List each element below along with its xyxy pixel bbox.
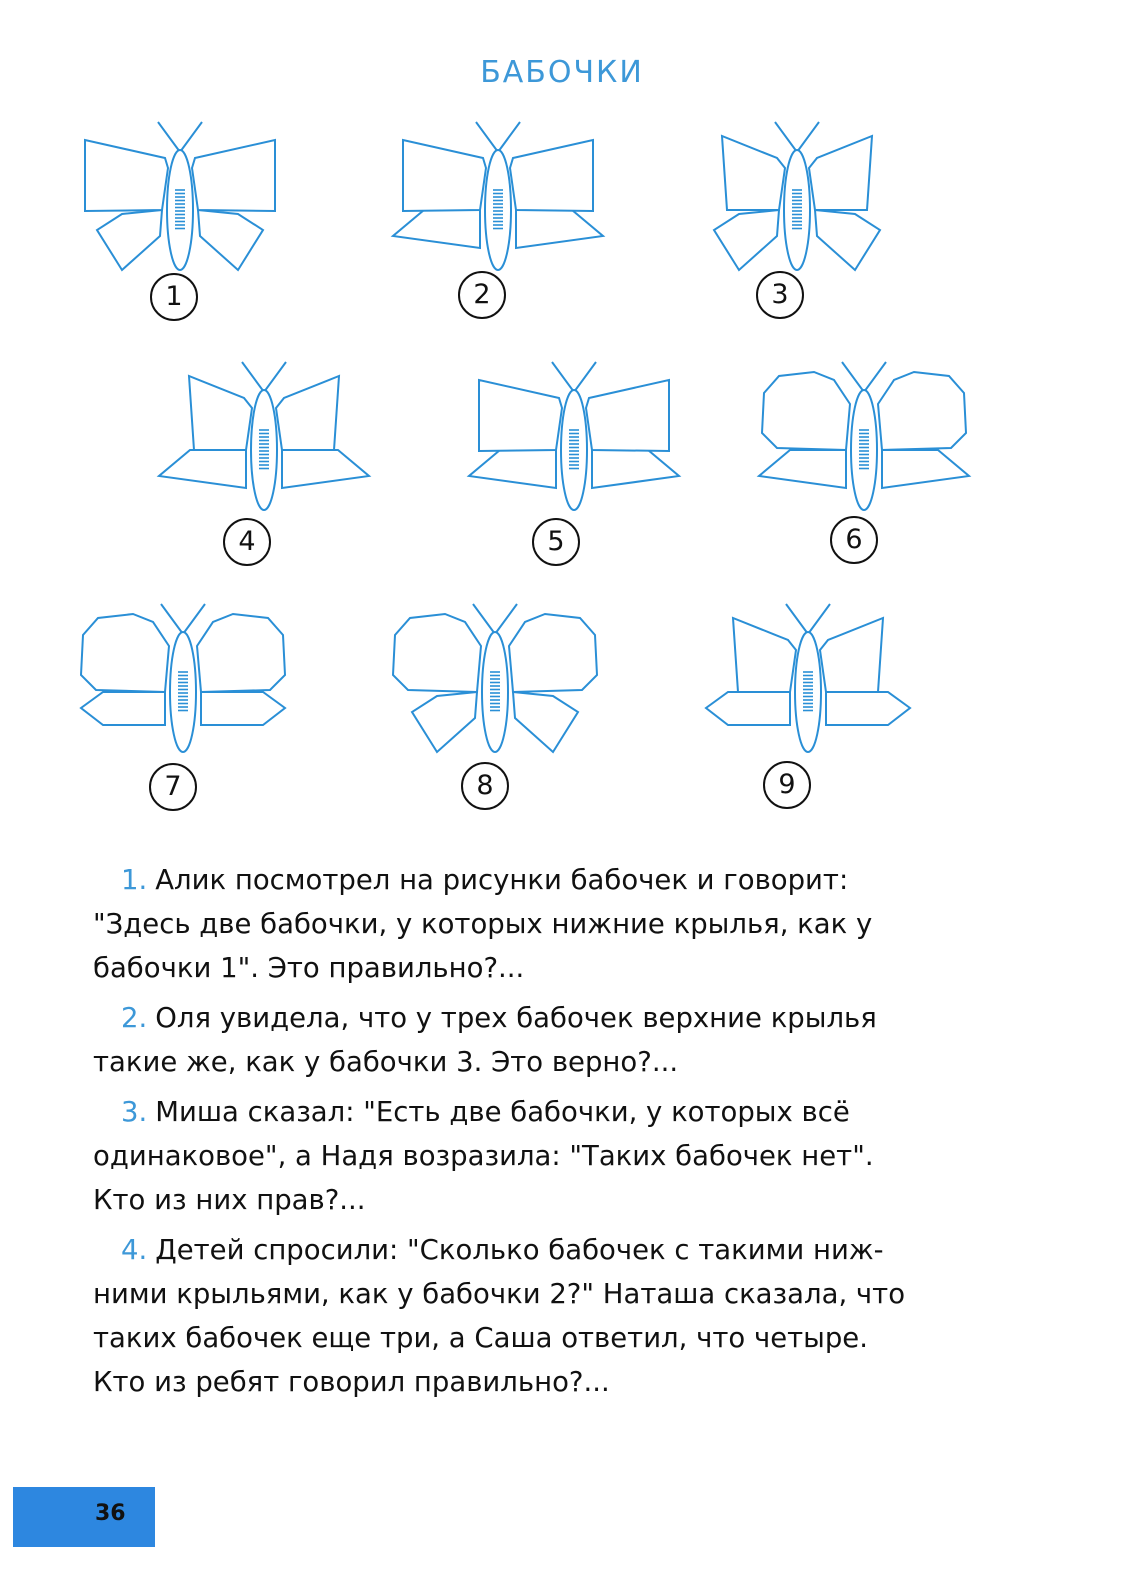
left-lower-wing: [759, 450, 846, 488]
task-number: 4.: [121, 1234, 148, 1266]
butterfly-number-4: 4: [223, 518, 271, 566]
antennae: [842, 362, 886, 392]
right-upper-wing: [820, 618, 883, 692]
antennae: [473, 604, 517, 634]
task-number: 1.: [121, 864, 148, 896]
task-number: 2.: [121, 1002, 148, 1034]
right-upper-wing: [197, 614, 285, 692]
right-lower-wing: [201, 692, 285, 725]
task-line: такие же, как у бабочки 3. Это верно?...: [93, 1046, 679, 1078]
right-upper-wing: [509, 614, 597, 692]
task-list: [93, 858, 988, 1410]
left-upper-wing: [393, 614, 481, 692]
butterfly-number-7: 7: [149, 763, 197, 811]
left-upper-wing: [403, 140, 486, 211]
right-lower-wing: [826, 692, 910, 725]
antennae: [476, 122, 520, 152]
antennae: [552, 362, 596, 392]
right-upper-wing: [809, 136, 872, 210]
butterfly-body: [485, 150, 511, 270]
left-lower-wing: [81, 692, 165, 725]
task-line: Кто из них прав?...: [93, 1184, 366, 1216]
butterfly-body: [561, 390, 587, 510]
butterfly-drawing: [454, 358, 694, 518]
butterfly-body: [795, 632, 821, 752]
task-4: [93, 1228, 988, 1404]
left-upper-wing: [762, 372, 850, 450]
butterfly-9: [688, 600, 928, 800]
right-lower-wing: [882, 450, 969, 488]
antennae: [775, 122, 819, 152]
butterfly-number-3: 3: [756, 271, 804, 319]
page-number: 36: [95, 1501, 126, 1526]
left-lower-wing: [159, 450, 246, 488]
task-line: одинаковое", а Надя возразила: "Таких бабочек нет".: [93, 1140, 874, 1172]
antennae: [786, 604, 830, 634]
butterfly-drawing: [378, 118, 618, 278]
right-upper-wing: [586, 380, 669, 451]
butterfly-drawing: [744, 358, 984, 518]
butterfly-number-6: 6: [830, 516, 878, 564]
task-1: [93, 858, 988, 990]
task-line: ними крыльями, как у бабочки 2?" Наташа сказала, что: [93, 1278, 906, 1310]
page-number-tab: [13, 1487, 155, 1547]
right-lower-wing: [282, 450, 369, 488]
right-lower-wing: [513, 692, 578, 752]
page-title: БАБОЧКИ: [480, 55, 644, 90]
butterfly-number-9: 9: [763, 761, 811, 809]
right-upper-wing: [192, 140, 275, 211]
left-upper-wing: [479, 380, 562, 451]
task-line: Оля увидела, что у трех бабочек верхние крылья: [155, 1002, 877, 1034]
left-upper-wing: [189, 376, 252, 450]
butterfly-drawing: [63, 600, 303, 760]
right-lower-wing: [592, 450, 679, 488]
antennae: [158, 122, 202, 152]
left-lower-wing: [97, 210, 162, 270]
right-lower-wing: [815, 210, 880, 270]
butterfly-body: [482, 632, 508, 752]
left-lower-wing: [412, 692, 477, 752]
left-lower-wing: [714, 210, 779, 270]
butterfly-body: [251, 390, 277, 510]
task-line: Алик посмотрел на рисунки бабочек и говорит:: [155, 864, 849, 896]
left-upper-wing: [81, 614, 169, 692]
butterfly-number-2: 2: [458, 271, 506, 319]
butterfly-drawing: [144, 358, 384, 518]
butterfly-drawing: [688, 600, 928, 760]
task-3: [93, 1090, 988, 1222]
butterfly-drawing: [375, 600, 615, 760]
butterfly-body: [851, 390, 877, 510]
task-line: Кто из ребят говорил правильно?...: [93, 1366, 610, 1398]
right-upper-wing: [878, 372, 966, 450]
butterfly-body: [167, 150, 193, 270]
butterfly-number-8: 8: [461, 762, 509, 810]
butterfly-body: [784, 150, 810, 270]
right-upper-wing: [276, 376, 339, 450]
task-line: таких бабочек еще три, а Саша ответил, что четыре.: [93, 1322, 868, 1354]
left-lower-wing: [393, 210, 480, 248]
task-line: Миша сказал: "Есть две бабочки, у которых всё: [155, 1096, 850, 1128]
butterfly-drawing: [677, 118, 917, 278]
task-line: Детей спросили: "Сколько бабочек с такими ниж-: [155, 1234, 884, 1266]
task-line: "Здесь две бабочки, у которых нижние крылья, как у: [93, 908, 873, 940]
right-lower-wing: [198, 210, 263, 270]
butterfly-number-5: 5: [532, 518, 580, 566]
right-lower-wing: [516, 210, 603, 248]
right-upper-wing: [510, 140, 593, 211]
antennae: [242, 362, 286, 392]
task-2: [93, 996, 988, 1084]
left-upper-wing: [733, 618, 796, 692]
antennae: [161, 604, 205, 634]
left-upper-wing: [722, 136, 785, 210]
left-upper-wing: [85, 140, 168, 211]
left-lower-wing: [469, 450, 556, 488]
butterfly-number-1: 1: [150, 273, 198, 321]
task-number: 3.: [121, 1096, 148, 1128]
butterfly-drawing: [60, 118, 300, 278]
butterfly-body: [170, 632, 196, 752]
left-lower-wing: [706, 692, 790, 725]
task-line: бабочки 1". Это правильно?...: [93, 952, 525, 984]
